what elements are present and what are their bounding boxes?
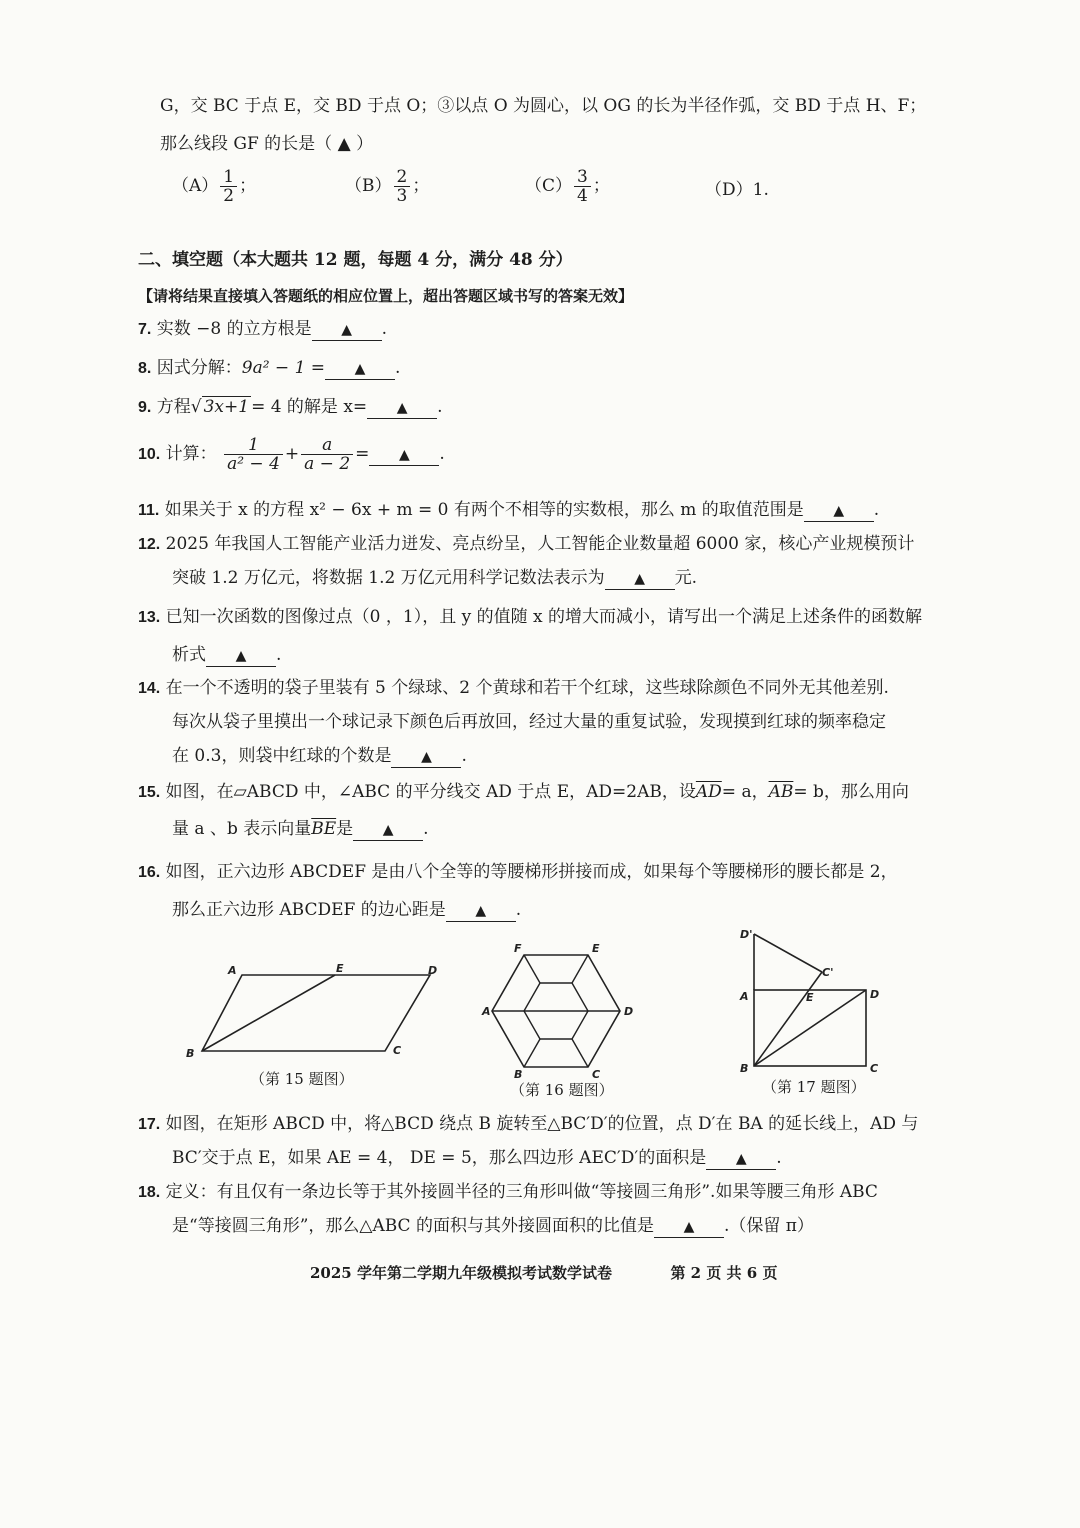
answer-blank[interactable]: ▲ — [325, 359, 395, 380]
answer-blank[interactable]: ▲ — [446, 901, 516, 922]
figure-16 — [480, 938, 640, 1078]
fig16-label-e: E — [592, 942, 600, 955]
q6-option-c: （C） $\frac{3}{4}$ ； — [525, 167, 610, 206]
fig17-label-d: D — [870, 988, 880, 1001]
answer-blank[interactable]: ▲ — [804, 501, 874, 522]
question-10: 10. 计算： $\frac{1}{\text{a² − 4}}$ + $\frac{a}{a - 2}$ = ▲ . — [138, 435, 445, 474]
question-16-line2: 那么正六边形 ABCDEF 的边心距是 ▲ . — [172, 900, 522, 920]
question-18-line2: 是“等接圆三角形”，那么△ABC 的面积与其外接圆面积的比值是 ▲ .（保留 π） — [172, 1216, 814, 1236]
question-17: 17. 如图，在矩形 ABCD 中，将△BCD 绕点 B 旋转至△BC′D′的位置，点 D′在 BA 的延长线上，AD 与 — [138, 1114, 919, 1134]
footer-page: 第 2 页 共 6 页 — [670, 1264, 778, 1282]
q6-option-b: （B） $\frac{2}{3}$ ； — [345, 167, 430, 206]
answer-blank[interactable]: ▲ — [353, 820, 423, 841]
answer-blank[interactable]: ▲ — [391, 747, 461, 768]
question-16: 16. 如图，正六边形 ABCDEF 是由八个全等的等腰梯形拼接而成，如果每个等腰梯形的腰长都是 2， — [138, 862, 898, 882]
q6-option-a: （A） $\frac{1}{2}$ ； — [172, 167, 257, 206]
fig17-label-a: A — [740, 990, 749, 1003]
section-title: 二、填空题（本大题共 12 题，每题 4 分，满分 48 分） — [138, 250, 573, 270]
question-9: 9. 方程√ 3x+1 = 4 的解是 x= ▲ . — [138, 397, 443, 417]
fig16-label-a: A — [482, 1005, 491, 1018]
fig15-label-a: A — [228, 964, 237, 977]
question-12-line2: 突破 1.2 万亿元，将数据 1.2 万亿元用科学记数法表示为 ▲ 元. — [172, 568, 698, 588]
segment-b-c-prime — [754, 972, 822, 1066]
fig15-label-c: C — [393, 1044, 402, 1057]
question-11: 11. 如果关于 x 的方程 x² − 6x + m = 0 有两个不相等的实数根，那么 m 的取值范围是 ▲ . — [138, 500, 880, 520]
fig15-label-b: B — [186, 1047, 195, 1060]
answer-blank[interactable]: ▲ — [312, 320, 382, 341]
fig16-label-b: B — [514, 1068, 523, 1078]
answer-blank[interactable]: ▲ — [605, 569, 675, 590]
answer-blank[interactable]: ▲ — [369, 445, 439, 466]
segment-d-prime-c-prime — [754, 934, 822, 972]
answer-blank[interactable]: ▲ — [654, 1217, 724, 1238]
fig17-caption: （第 17 题图） — [762, 1078, 866, 1096]
q6-line1: G，交 BC 于点 E，交 BD 于点 O；③以点 O 为圆心，以 OG 的长为半径作弧，交 BD 于点 H、F； — [160, 96, 927, 116]
question-18: 18. 定义：有且仅有一条边长等于其外接圆半径的三角形叫做“等接圆三角形”.如果等腰三角形 ABC — [138, 1182, 878, 1202]
question-7: 7. 实数 −8 的立方根是 ▲ . — [138, 319, 388, 339]
fig16-label-f: F — [514, 942, 522, 955]
section-note: 【请将结果直接填入答题纸的相应位置上，超出答题区域书写的答案无效】 — [138, 287, 634, 305]
fig16-label-c: C — [592, 1068, 601, 1078]
question-13-line2: 析式 ▲ . — [172, 645, 282, 665]
fig15-label-d: D — [428, 964, 438, 977]
fig17-label-b: B — [740, 1062, 749, 1075]
footer-title: 2025 学年第二学期九年级模拟考试数学试卷 — [310, 1264, 612, 1282]
question-17-line2: BC′交于点 E，如果 AE = 4， DE = 5，那么四边形 AEC′D′的面积是 ▲ . — [172, 1148, 782, 1168]
answer-blank[interactable]: ▲ — [206, 646, 276, 667]
figure-17 — [730, 926, 890, 1076]
question-14: 14. 在一个不透明的袋子里装有 5 个绿球、2 个黄球和若干个红球，这些球除颜色不同外无其他差别. — [138, 678, 889, 698]
question-15-line2: 量 a 、b 表示向量$\overline{BE}$是 ▲ . — [172, 819, 429, 839]
fig15-caption: （第 15 题图） — [250, 1070, 354, 1088]
fig17-label-c-prime: C' — [822, 966, 834, 979]
fig15-label-e: E — [336, 962, 344, 975]
answer-blank[interactable]: ▲ — [367, 398, 437, 419]
question-14-line2: 每次从袋子里摸出一个球记录下颜色后再放回，经过大量的重复试验，发现摸到红球的频率稳定 — [172, 712, 886, 732]
fig16-caption: （第 16 题图） — [510, 1081, 614, 1099]
figure-15 — [180, 955, 450, 1065]
question-15: 15. 如图，在▱ABCD 中，∠ABC 的平分线交 AD 于点 E，AD=2AB，设$\overline{AD}= a$，$\overline{AB}= b$，那么用向 — [138, 782, 909, 802]
q6-option-d: （D）1. — [705, 180, 769, 200]
fig16-label-d: D — [624, 1005, 634, 1018]
question-12: 12. 2025 年我国人工智能产业活力迸发、亮点纷呈，人工智能企业数量超 6000 家，核心产业规模预计 — [138, 534, 915, 554]
fig17-label-e: E — [806, 991, 814, 1004]
question-8: 8. 因式分解：9a² − 1 = ▲ . — [138, 358, 401, 378]
question-13: 13. 已知一次函数的图像过点（0 ，1），且 y 的值随 x 的增大而减小，请写出一个满足上述条件的函数解 — [138, 607, 922, 627]
fig17-label-d-prime: D' — [740, 928, 753, 941]
answer-blank[interactable]: ▲ — [706, 1149, 776, 1170]
fig17-label-c: C — [870, 1062, 879, 1075]
q6-line2: 那么线段 GF 的长是（ ▲ ） — [160, 134, 374, 154]
question-14-line3: 在 0.3，则袋中红球的个数是 ▲ . — [172, 746, 467, 766]
page-footer — [310, 1262, 777, 1283]
